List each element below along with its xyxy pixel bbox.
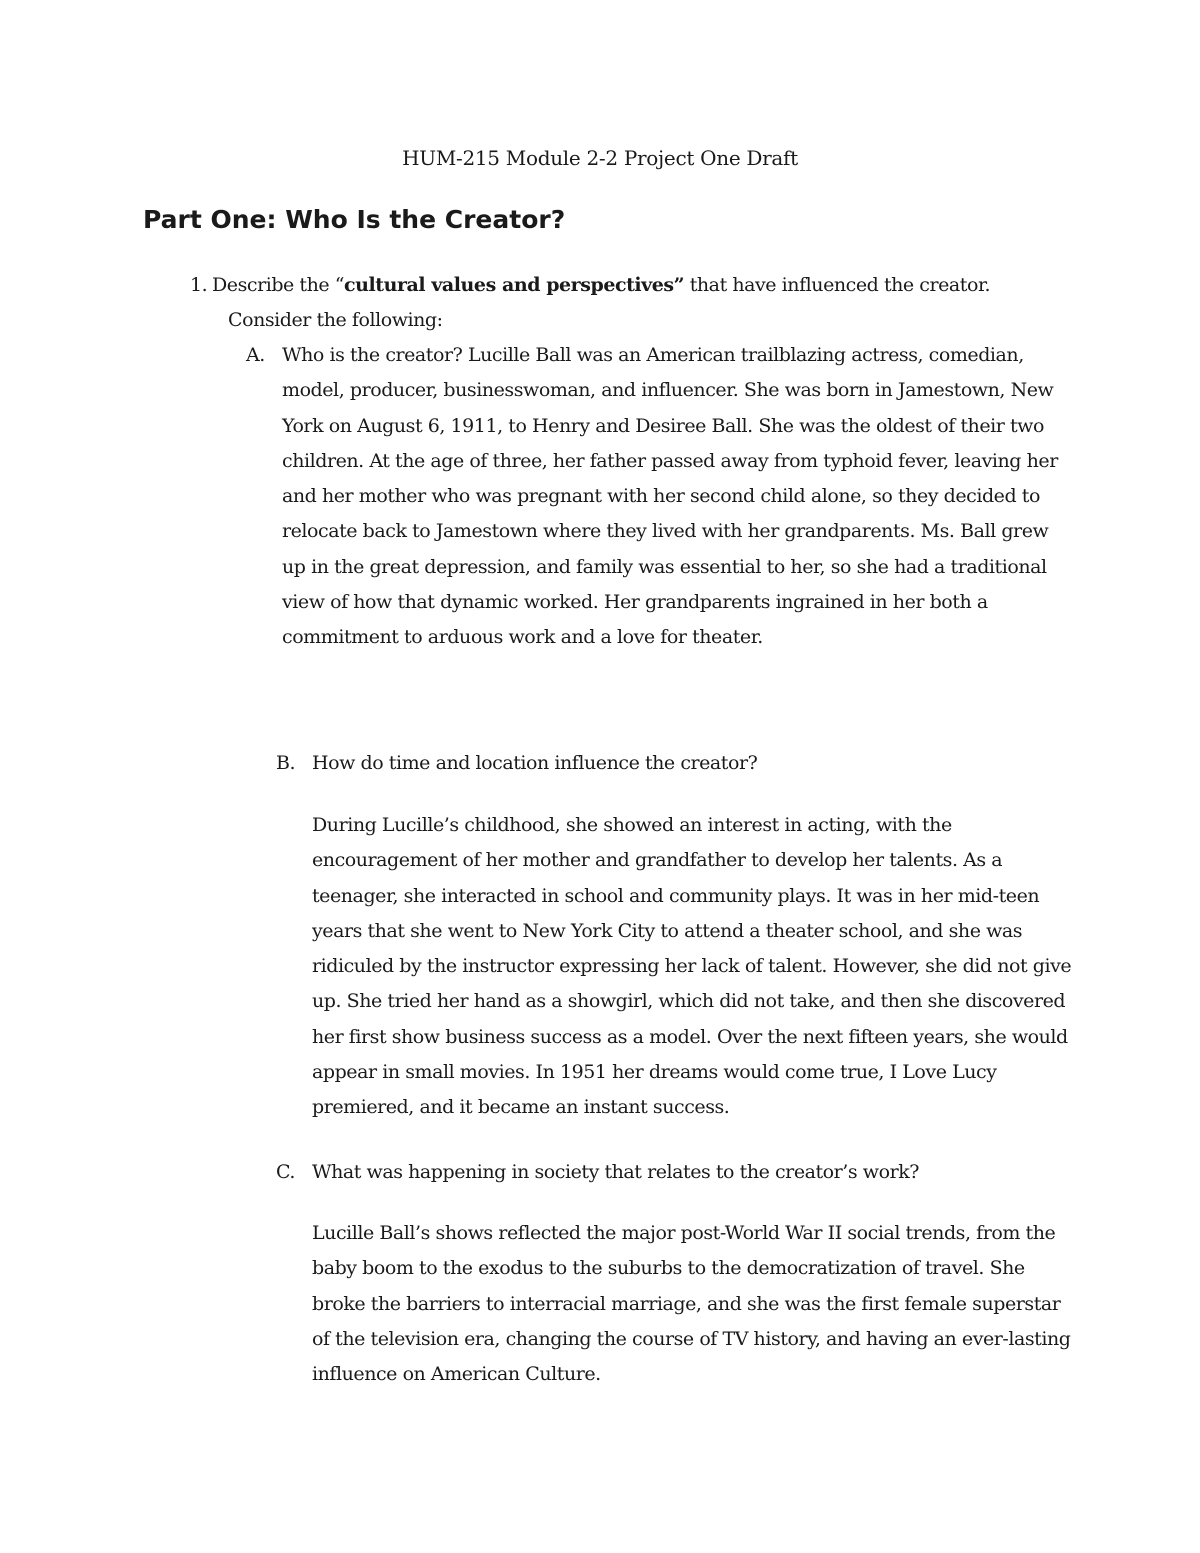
section-heading: Part One: Who Is the Creator?	[143, 205, 566, 234]
list-marker-b: B.	[276, 752, 296, 774]
question-1	[190, 268, 1050, 303]
item-b-answer: During Lucille’s childhood, she showed an interest in acting, with the encouragement of her mother and grandfather to develop her talents. As a teenager, she interacted in school and community plays. It was in her mid-teen years that she went to New York City to attend a theater school, and she was ridiculed by the instructor expressing her lack of talent. However, she did not give up. She tried her hand as a showgirl, which did not take, and then she discovered her first show business success as a model. Over the next fifteen years, she would appear in small movies. In 1951 her dreams would come true, I Love Lucy premiered, and it became an instant success.	[312, 814, 1072, 1119]
question-1-suffix: that have influenced the creator.	[684, 274, 991, 296]
item-a-text	[282, 338, 1072, 656]
item-c-answer: Lucille Ball’s shows reflected the major post-World War II social trends, from the baby boom to the exodus to the suburbs to the democratization of travel. She broke the barriers to interracial marriage, and she was the first female superstar of the television era, changing the course of TV history, and having an ever-lasting influence on American Culture.	[312, 1222, 1071, 1386]
item-c-question: What was happening in society that relates to the creator’s work?	[312, 1161, 920, 1183]
question-1-prefix: Describe the “	[212, 274, 345, 296]
question-1-bold-phrase: cultural values and perspectives”	[344, 274, 685, 296]
question-1-line-2: Consider the following:	[228, 309, 443, 331]
question-1-number: 1.	[190, 274, 208, 296]
document-title: HUM-215 Module 2-2 Project One Draft	[402, 146, 798, 170]
item-b-question: How do time and location influence the creator?	[312, 752, 758, 774]
list-marker-a: A.	[246, 344, 265, 366]
item-a-answer: Lucille Ball was an American trailblazing actress, comedian, model, producer, businesswoman, and influencer. She was born in Jamestown, New York on August 6, 1911, to Henry and Desiree Ball. She was the oldest of their two children. At the age of three, her father passed away from typhoid fever, leaving her and her mother who was pregnant with her second child alone, so they decided to relocate back to Jamestown where they lived with her grandparents. Ms. Ball grew up in the great depression, and family was essential to her, so she had a traditional view of how that dynamic worked. Her grandparents ingrained in her both a commitment to arduous work and a love for theater.	[282, 344, 1058, 649]
item-a-question: Who is the creator?	[282, 344, 463, 366]
list-marker-c: C.	[276, 1161, 295, 1183]
